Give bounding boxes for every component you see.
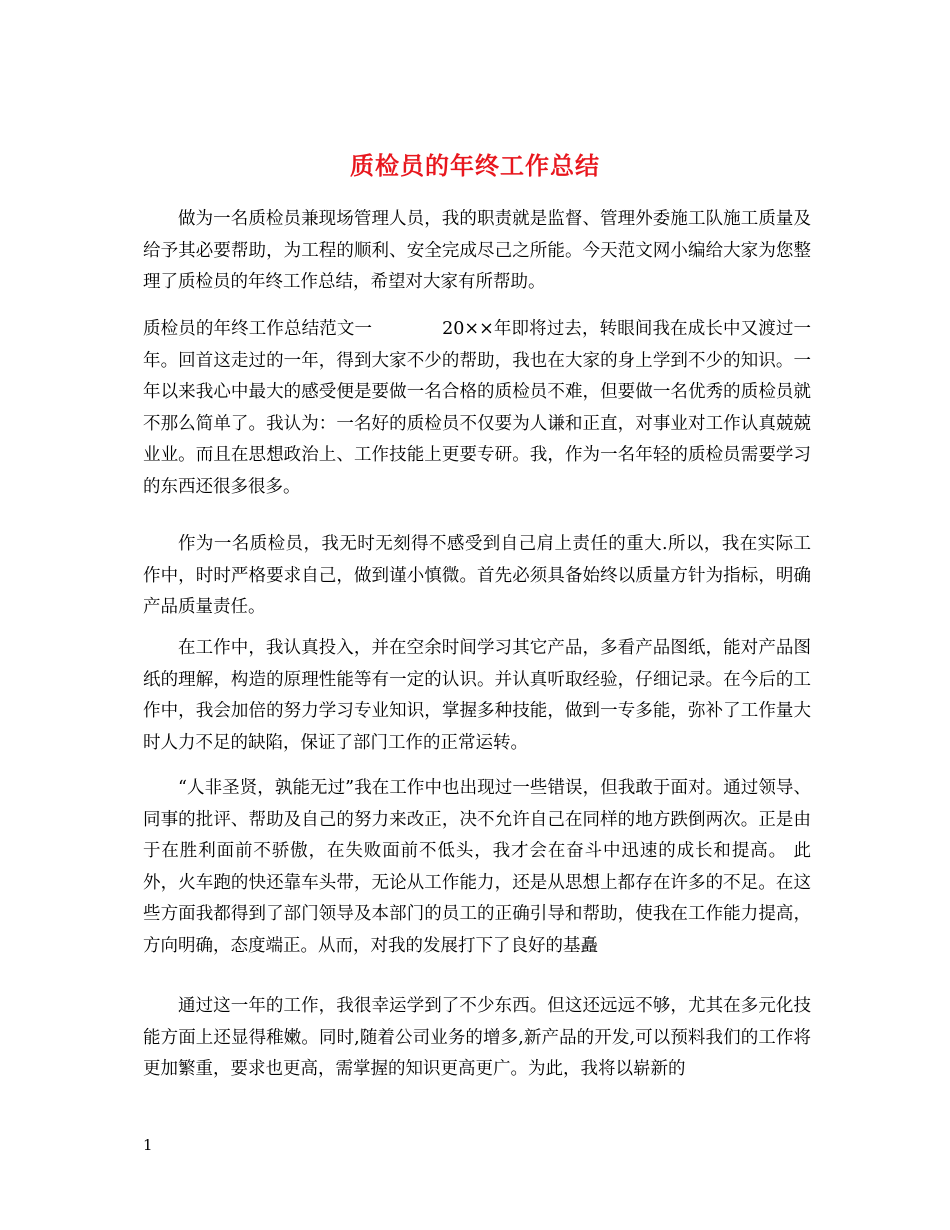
page-number: 1 <box>143 1136 153 1154</box>
mistakes-paragraph: “人非圣贤，孰能无过”我在工作中也出现过一些错误，但我敢于面对。通过领导、同事的批评、帮助及自己的努力来改正，决不允许自己在同样的地方跌倒两次。正是由于在胜利面前不骄傲，在失败面前不低头，我才会在奋斗中迅速的成长和提高。 此外，火车跑的快还靠车头带，无论从工作能力，还是从思想上都存在许多的不足。在这些方面我都得到了部门领导及本部门的员工的正确引导和帮助，使我在工作能力提高，方向明确，态度端正。从而，对我的发展打下了良好的基矗 <box>143 778 811 956</box>
intro-paragraph: 做为一名质检员兼现场管理人员，我的职责就是监督、管理外委施工队施工质量及给予其必要帮助，为工程的顺利、安全完成尽己之所能。今天范文网小编给大家为您整理了质检员的年终工作总结，希望对大家有所帮助。 <box>143 209 811 293</box>
outlook-paragraph: 通过这一年的工作，我很幸运学到了不少东西。但这还远远不够，尤其在多元化技能方面上还显得稚嫩。同时,随着公司业务的增多,新产品的开发,可以预料我们的工作将更加繁重，要求也更高，需掌握的知识更高更广。为此，我将以崭新的 <box>143 996 811 1080</box>
work-paragraph: 在工作中，我认真投入，并在空余时间学习其它产品，多看产品图纸，能对产品图纸的理解，构造的原理性能等有一定的认识。并认真听取经验，仔细记录。在今后的工作中，我会加倍的努力学习专业知识，掌握多种技能，做到一专多能，弥补了工作量大时人力不足的缺陷，保证了部门工作的正常运转。 <box>143 638 811 753</box>
sample-text: 20××年即将过去，转眼间我在成长中又渡过一年。回首这走过的一年，得到大家不少的帮助，我也在大家的身上学到不少的知识。一年以来我心中最大的感受便是要做一名合格的质检员不难，但要做一名优秀的质检员就不那么简单了。我认为：一名好的质检员不仅要为人谦和正直，对事业对工作认真兢兢业业。而且在思想政治上、工作技能上更要专研。我，作为一名年轻的质检员需要学习的东西还很多很多。 <box>143 319 812 497</box>
sample-paragraph <box>143 314 811 504</box>
responsibility-paragraph: 作为一名质检员，我无时无刻得不感受到自己肩上责任的重大.所以，我在实际工作中，时时严格要求自己，做到谨小慎微。首先必须具备始终以质量方针为指标，明确产品质量责任。 <box>143 534 811 618</box>
page-title: 质检员的年终工作总结 <box>350 151 600 181</box>
sample-label: 质检员的年终工作总结范文一 <box>143 319 373 339</box>
